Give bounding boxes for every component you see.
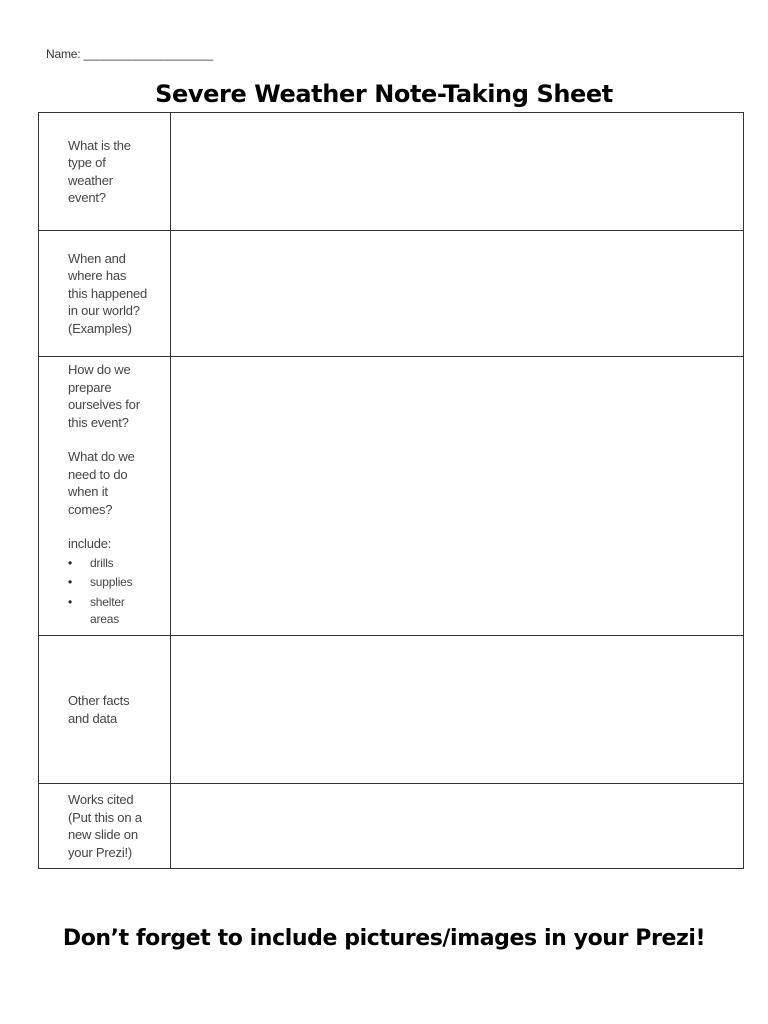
label-line: What is the (68, 137, 131, 153)
list-item-label: supplies (90, 575, 133, 590)
label-line: where has (68, 268, 127, 284)
label-line: and data (68, 710, 118, 726)
list-item (68, 594, 164, 629)
label-cell-other-facts (39, 636, 171, 784)
label-cell-preparation (39, 357, 171, 636)
label-line: ourselves for (68, 397, 140, 413)
list-item-label: shelter (90, 594, 125, 609)
label-line: event? (68, 190, 106, 205)
label-line: When and (68, 250, 126, 266)
answer-cell-preparation[interactable] (171, 357, 744, 636)
list-item-label: drills (90, 555, 114, 570)
name-field[interactable]: Name: ____________________ (46, 47, 213, 61)
answer-cell-works-cited[interactable] (171, 784, 744, 869)
response-question (68, 448, 164, 518)
answer-cell-weather-type[interactable] (171, 113, 744, 231)
footer-reminder: Don’t forget to include pictures/images in your Prezi! (62, 926, 706, 951)
prepare-question (68, 361, 164, 431)
label-line: (Examples) (68, 320, 132, 336)
answer-cell-other-facts[interactable] (171, 636, 744, 784)
label-line: type of (68, 155, 106, 170)
list-item (68, 574, 164, 592)
label-line: Works cited (68, 792, 134, 807)
bullet-icon: • (68, 594, 73, 609)
label-line: when it (68, 484, 108, 500)
label-line: (Put this on a (68, 809, 142, 825)
list-item-label: areas (90, 612, 120, 627)
note-taking-table (38, 112, 744, 869)
page-title: Severe Weather Note-Taking Sheet (155, 80, 613, 108)
table-row-preparation (39, 357, 744, 636)
list-item (68, 555, 164, 573)
label-line: this event? (68, 414, 129, 430)
label-cell-when-where (39, 231, 171, 357)
label-line: new slide on (68, 827, 138, 842)
label-line: weather (68, 172, 113, 188)
include-block (68, 535, 164, 629)
label-line: Other facts (68, 693, 130, 708)
bullet-icon: • (68, 575, 73, 590)
label-line: your Prezi!) (68, 844, 133, 860)
label-line: in our world? (68, 303, 140, 319)
include-label: include: (68, 536, 112, 552)
label-line: comes? (68, 501, 113, 517)
label-cell-works-cited (39, 784, 171, 869)
label-line: this happened (68, 285, 148, 301)
table-row-other-facts (39, 636, 744, 784)
label-line: What do we (68, 449, 135, 465)
label-line: prepare (68, 379, 112, 395)
bullet-icon: • (68, 555, 73, 570)
answer-cell-when-where[interactable] (171, 231, 744, 357)
include-list (68, 555, 164, 629)
table-row-weather-type (39, 113, 744, 231)
label-line: How do we (68, 362, 131, 378)
label-cell-weather-type (39, 113, 171, 231)
table-row-when-where (39, 231, 744, 357)
table-row-works-cited (39, 784, 744, 869)
label-line: need to do (68, 466, 128, 482)
